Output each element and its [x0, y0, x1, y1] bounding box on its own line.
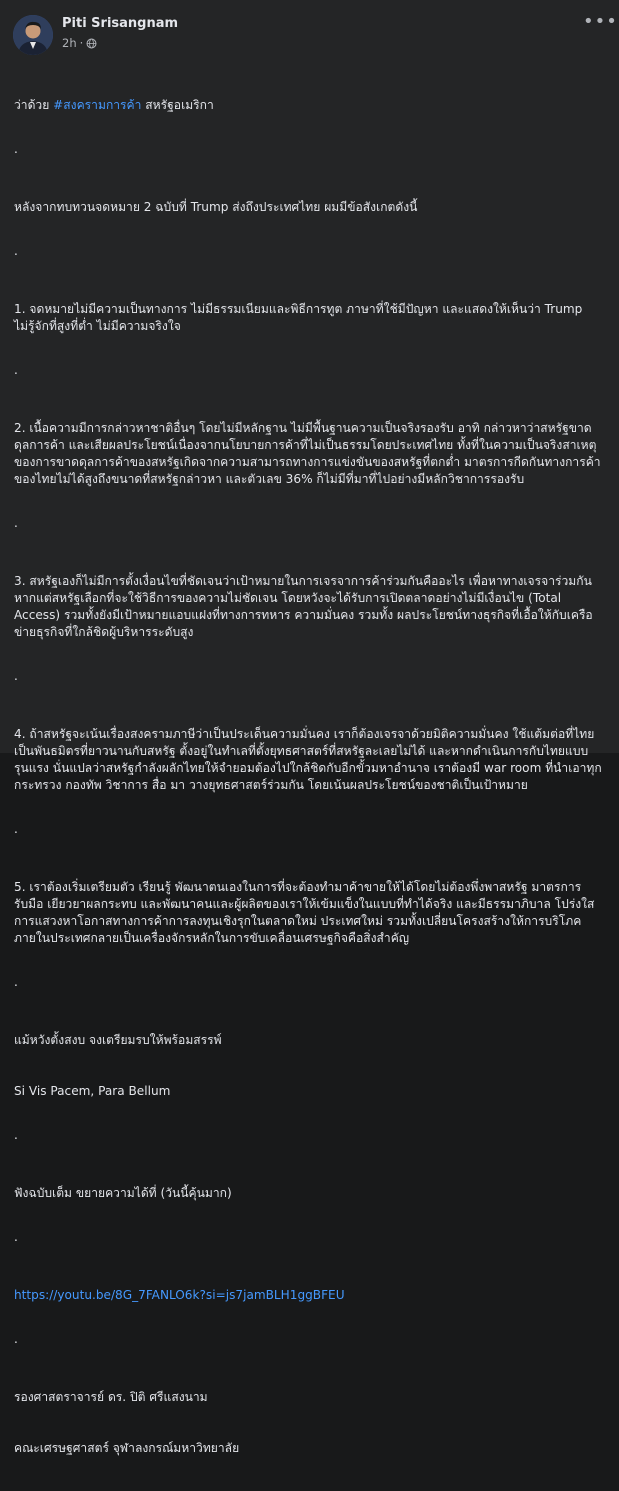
- point-5: 5. เราต้องเริ่มเตรียมตัว เรียนรู้ พัฒนาตนเองในการที่จะต้องทำมาค้าขายให้ได้โดยไม่ต้องพึ่งพาสหรัฐ มาตรการรับมือ เยียวยาผลกระทบ และพัฒนาคนและผู้ผลิตของเราให้เข้มแข็งในแบบที่ทำได้จริง และมีธรรมาภิบาล โปร่งใส การแสวงหาโอกาสทางการค้าการลงทุนเชิงรุกในตลาดใหม่ ประเทศใหม่ รวมทั้งเปลี่ยนโครงสร้างให้การบริโภคภายในประเทศกลายเป็นเครื่องจักรหลักในการขับเคลื่อนเศรษฐกิจคือสิ่งสำคัญ: [14, 880, 599, 945]
- intro-text: หลังจากทบทวนจดหมาย 2 ฉบับที่ Trump ส่งถึงประเทศไทย ผมมีข้อสังเกตดังนี้: [14, 200, 418, 214]
- topic-prefix: ว่าด้วย: [14, 98, 54, 112]
- full-version-text: ฟังฉบับเต็ม ขยายความได้ที่ (วันนี้คุ้นมาก): [14, 1186, 232, 1200]
- author-avatar[interactable]: [13, 15, 53, 55]
- spacer: [14, 250, 606, 267]
- motto-latin: Si Vis Pacem, Para Bellum: [14, 1084, 171, 1098]
- spacer: [14, 522, 606, 539]
- spacer: [14, 1134, 606, 1151]
- point-2: 2. เนื้อความมีการกล่าวหาชาติอื่นๆ โดยไม่มีหลักฐาน ไม่มีพื้นฐานความเป็นจริงรองรับ อาทิ กล่าวหาว่าสหรัฐขาดดุลการค้า และเสียผลประโยชน์เนื่องจากนโยบายการค้าที่ไม่เป็นธรรมโดยประเทศไทย ทั้งที่ในความเป็นจริงสาเหตุของการขาดดุลการค้าของสหรัฐเกิดจากความสามารถทางการแข่งขันของสหรัฐที่ตกต่ำ มาตรการกีดกันทางการค้าของไทยไม่ได้สูงถึงขนาดที่สหรัฐกล่าวหา และตัวเลข 36% ก็ไม่มีที่มาที่ไปอย่างมีหลักวิชาการรองรับ: [14, 421, 601, 486]
- point-1: 1. จดหมายไม่มีความเป็นทางการ ไม่มีธรรมเนียมและพิธีการทูต ภาษาที่ใช้มีปัญหา และแสดงให้เห็นว่า Trump ไม่รู้จักที่สูงที่ต่ำ ไม่มีความจริงใจ: [14, 302, 587, 333]
- point-3: 3. สหรัฐเองก็ไม่มีการตั้งเงื่อนไขที่ชัดเจนว่าเป้าหมายในการเจรจาการค้าร่วมกันคืออะไร เพื่อหาทางเจรจาร่วมกัน หากแต่สหรัฐเลือกที่จะใช้วิธีการของความไม่ชัดเจน โดยหวังจะได้รับการเปิดตลาดอย่างไม่มีเงื่อนไข (Total Access) รวมทั้งยังมีเป้าหมายแอบแฝงที่ทางการทหาร ความมั่นคง รวมทั้ง ผลประโยชน์ทางธุรกิจที่เอื้อให้กับเครือข่ายธุรกิจที่ใกล้ชิดผู้บริหารระดับสูง: [14, 574, 596, 639]
- youtube-link[interactable]: https://youtu.be/8G_7FANLO6k?si=js7jamBLH1ggBFEU: [14, 1288, 345, 1302]
- spacer: [14, 1236, 606, 1253]
- post-meta: [62, 36, 97, 51]
- spacer: [14, 981, 606, 998]
- author-name[interactable]: Piti Srisangnam: [62, 16, 179, 31]
- hashtag-link[interactable]: #สงครามการค้า: [53, 98, 142, 112]
- more-options-icon[interactable]: •••: [583, 11, 618, 32]
- signature-affiliation: คณะเศรษฐศาสตร์ จุฬาลงกรณ์มหาวิทยาลัย: [14, 1441, 240, 1455]
- spacer: [14, 1338, 606, 1355]
- topic-suffix: สหรัฐอเมริกา: [141, 98, 214, 112]
- post-topic: [14, 97, 606, 114]
- spacer: [14, 369, 606, 386]
- spacer: [14, 828, 606, 845]
- post-body: [14, 63, 606, 1491]
- point-4: 4. ถ้าสหรัฐจะเน้นเรื่องสงครามภาษีว่าเป็นประเด็นความมั่นคง เราก็ต้องเจรจาด้วยมิติความมั่นคง ใช้แต้มต่อที่ไทยเป็นพันธมิตรที่ยาวนานกับสหรัฐ ตั้งอยู่ในทำเลที่ตั้งยุทธศาสตร์ที่สหรัฐละเลยไม่ได้ และหากดำเนินการกับไทยแบบรุนแรง นั่นแปลว่าสหรัฐกำลังผลักไทยให้จำยอมต้องไปใกล้ชิดกับอีกขั้วมหาอำนาจ เราต้องมี war room ที่นำเอาทุกกระทรวง กองทัพ วิชาการ สื่อ มา วางยุทธศาสตร์ร่วมกัน โดยเน้นผลประโยชน์ของชาติเป็นเป้าหมาย: [14, 727, 602, 792]
- post-time[interactable]: 2h: [62, 36, 77, 50]
- spacer: [14, 675, 606, 692]
- spacer: [14, 148, 606, 165]
- globe-icon[interactable]: [86, 38, 97, 49]
- motto-thai: แม้หวังตั้งสงบ จงเตรียมรบให้พร้อมสรรพ์: [14, 1033, 222, 1047]
- signature-name: รองศาสตราจารย์ ดร. ปิติ ศรีแสงนาม: [14, 1390, 208, 1404]
- meta-separator: ·: [79, 36, 84, 50]
